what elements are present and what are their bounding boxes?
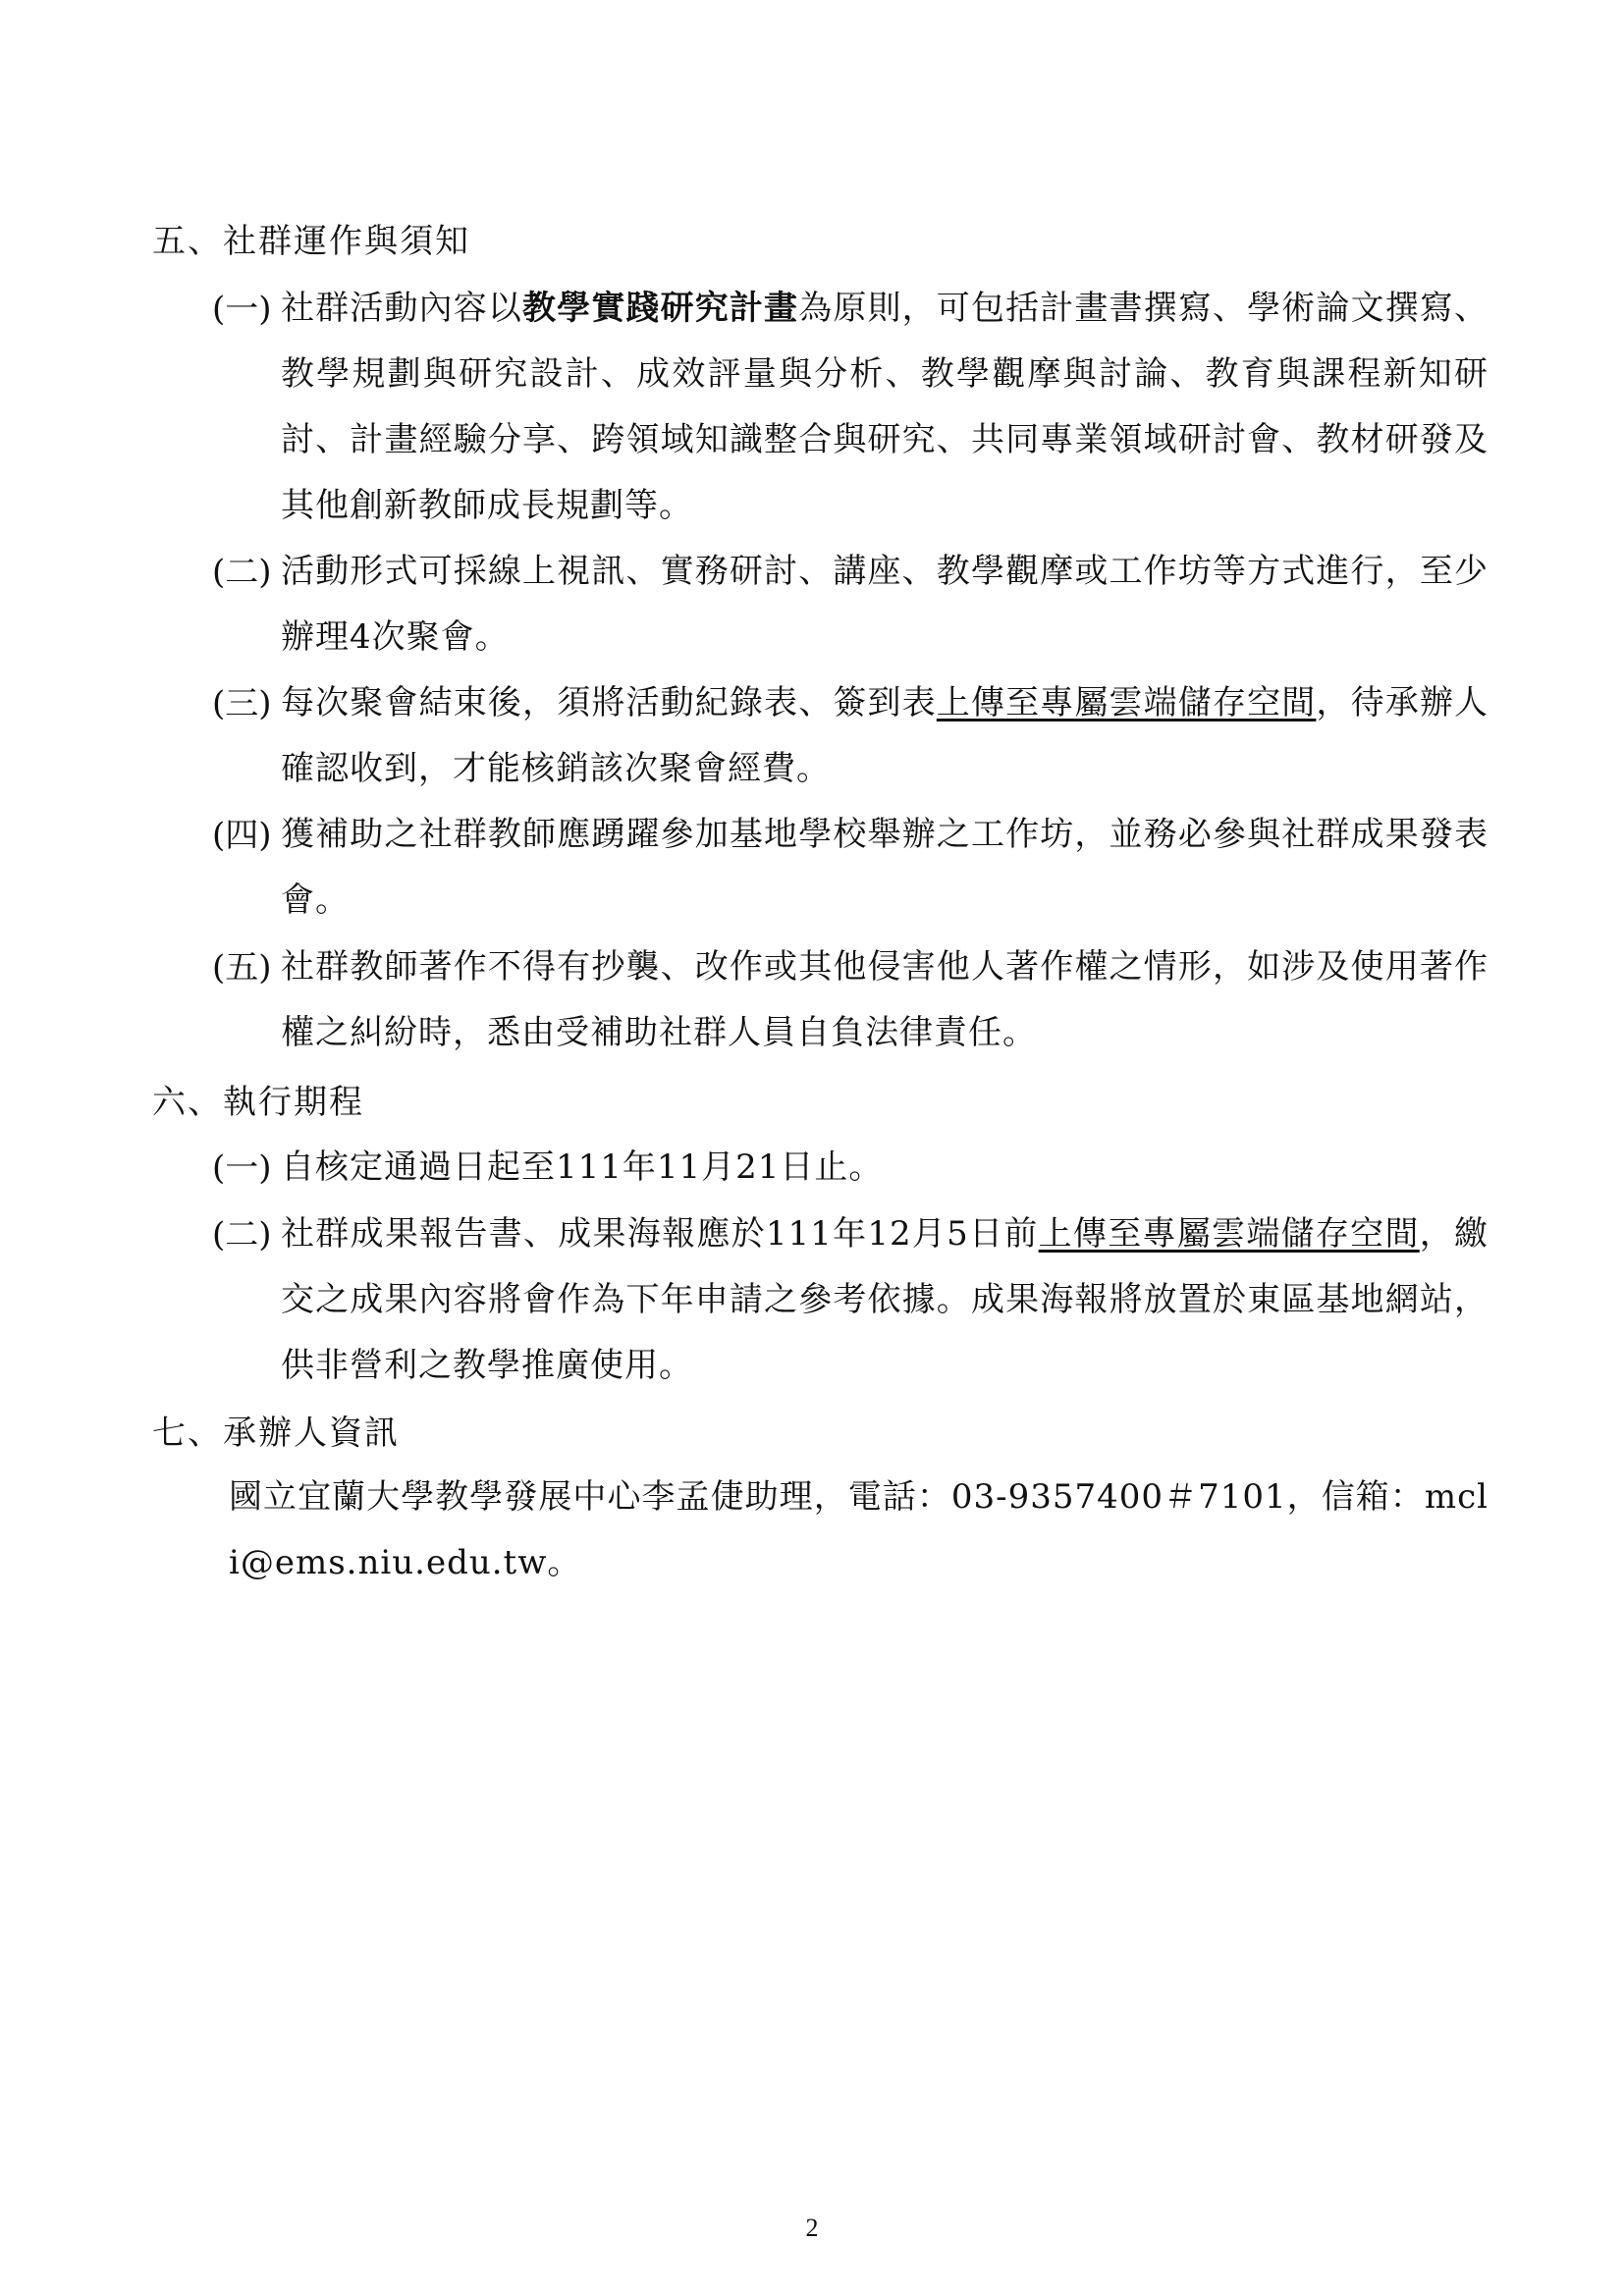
item-text-5-2: 活動形式可採線上視訊、實務研討、講座、教學觀摩或工作坊等方式進行，至少辦理4次聚會。 [281,552,1489,657]
item-label-5-5: (五) [212,948,272,988]
item-text-6-2-part-b: ，繳交之成果內容將會作為下年申請之參考依據。成果海報將放置於東區基地網站，供非營利之教學推廣使用。 [281,1214,1489,1385]
item-text-5-3-part-b: ，待承辦人確認收到，才能核銷該次聚會經費。 [281,683,1489,788]
item-label-6-2: (二) [212,1215,272,1255]
item-text-5-4: 獲補助之社群教師應踴躍參加基地學校舉辦之工作坊，並務必參與社群成果發表會。 [281,815,1489,920]
item-text-5-3-underlined: 上傳至專屬雲端儲存空間 [936,683,1317,722]
item-text-5-1-emphasis: 教學實踐研究計畫 [522,289,799,328]
item-label-5-1: (一) [212,290,272,329]
item-text-5-5: 社群教師著作不得有抄襲、改作或其他侵害他人著作權之情形，如涉及使用著作權之糾紛時，悉由受補助社群人員自負法律責任。 [281,947,1489,1052]
item-text-6-1: 自核定通過日起至111年11月21日止。 [281,1148,884,1187]
item-label-6-1: (一) [212,1148,272,1188]
item-text-5-1 [281,276,1489,539]
item-label-5-4: (四) [212,816,272,855]
item-text-5-3 [281,670,1489,802]
item-label-5-2: (二) [212,553,272,592]
contact-text: 國立宜蘭大學教學發展中心李孟倢助理，電話：03-9357400＃7101，信箱：mcli@ems.niu.edu.tw。 [229,1477,1489,1582]
item-text-6-2-underlined: 上傳至專屬雲端儲存空間 [1038,1214,1420,1254]
section-heading-six: 六、執行期程 [152,1083,364,1122]
page-number: 2 [805,2214,819,2242]
item-text-6-2-part-a: 社群成果報告書、成果海報應於111年12月5日前 [281,1214,1039,1254]
item-text-5-3-part-a: 每次聚會結束後，須將活動紀錄表、簽到表 [281,683,937,722]
section-heading-five: 五、社群運作與須知 [152,222,470,261]
section-heading-seven: 七、承辦人資訊 [152,1414,400,1453]
item-label-5-3: (三) [212,684,272,723]
item-text-5-1-part-a: 社群活動內容以 [281,289,523,328]
item-text-6-2 [281,1201,1489,1399]
item-text-5-1-part-b: 為原則，可包括計畫書撰寫、學術論文撰寫、教學規劃與研究設計、成效評量與分析、教學觀摩與討論、教育與課程新知研討、計畫經驗分享、跨領域知識整合與研究、共同專業領域研討會、教材研發及其他創新教師成長規劃等。 [281,289,1489,525]
